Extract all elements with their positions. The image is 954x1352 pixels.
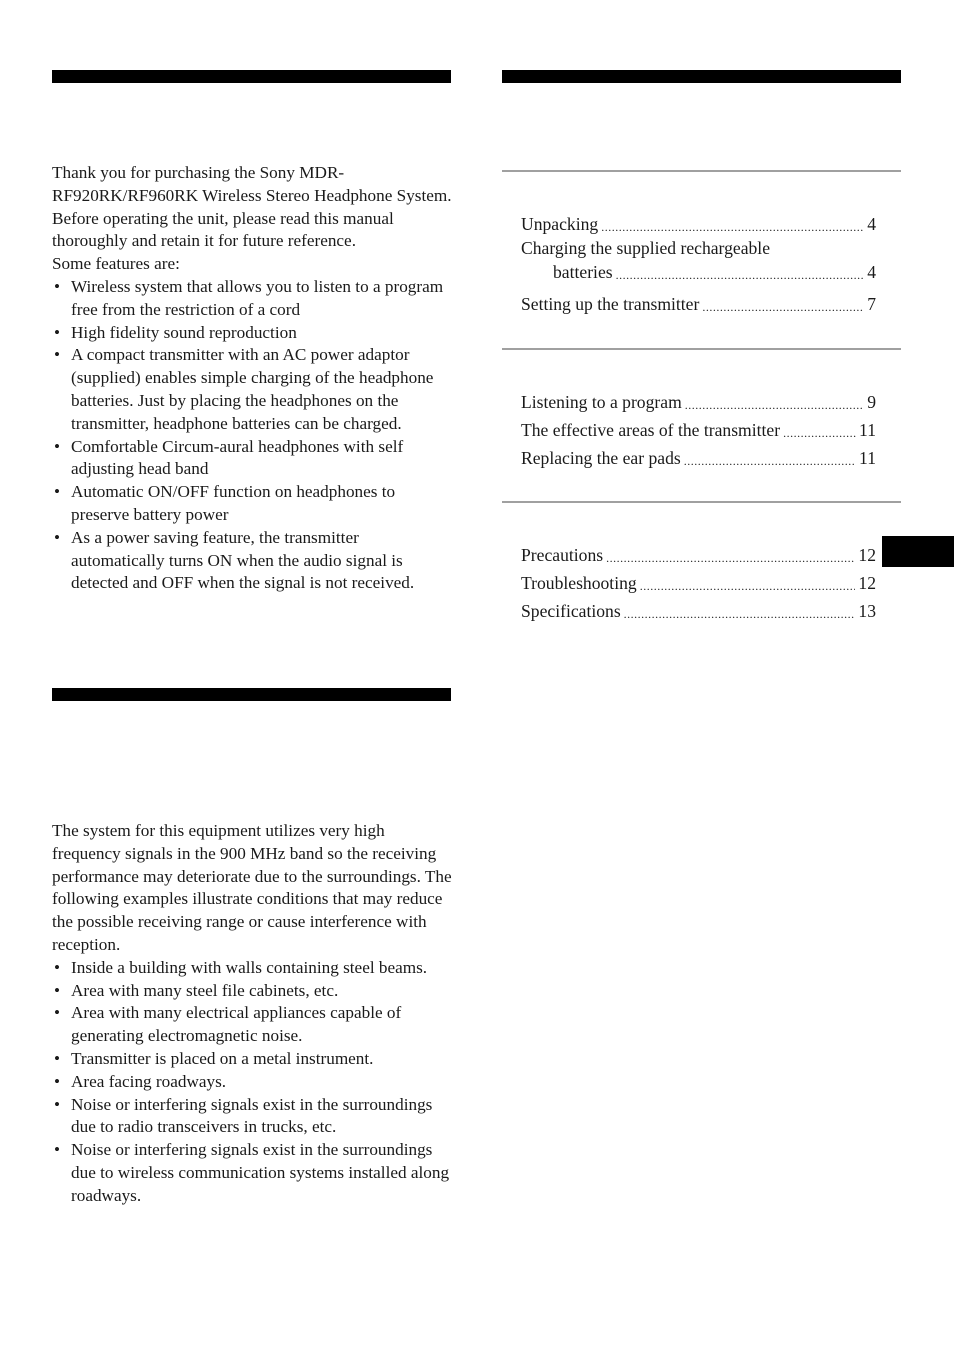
toc-page-number: 12 (858, 545, 876, 565)
toc-group-additional (521, 539, 876, 623)
toc-entry-charging[interactable] (521, 236, 876, 288)
list-item: • Inside a building with walls containing steel beams. (52, 957, 454, 980)
toc-page-number: 11 (859, 448, 876, 468)
list-item: • Noise or interfering signals exist in the surroundings due to wireless communication systems installed along roadways. (52, 1139, 454, 1207)
toc-group-getting-started (521, 208, 876, 316)
side-thumb-tab (882, 536, 954, 567)
toc-page-number: 4 (867, 214, 876, 234)
toc-entry-setup[interactable] (521, 288, 876, 316)
list-item: • As a power saving feature, the transmitter automatically turns ON when the audio signal is detected and OFF when the signal is not received. (52, 527, 452, 595)
toc-entry-troubleshooting[interactable] (521, 567, 876, 595)
toc-entry-label: Setting up the transmitter (521, 294, 700, 314)
intro-section (52, 162, 452, 595)
features-lead: Some features are: (52, 254, 180, 274)
toc-entry-label: Replacing the ear pads (521, 448, 681, 468)
toc-entry-label: Unpacking (521, 214, 599, 234)
toc-divider (502, 348, 901, 350)
toc-entry-unpacking[interactable] (521, 208, 876, 236)
reception-paragraph: The system for this equipment utilizes very high frequency signals in the 900 MHz band so the receiving performance may deteriorate due to the surroundings. The following examples illustrate conditions that may reduce the possible receiving range or cause interference with reception. (52, 821, 452, 954)
toc-group-operation (521, 386, 876, 470)
list-item: • A compact transmitter with an AC power adaptor (supplied) enables simple charging of the headphone batteries. Just by placing the headphones on the transmitter, headphone batteries can be charged. (52, 344, 452, 435)
toc-entry-ear-pads[interactable] (521, 442, 876, 470)
toc-page-number: 11 (859, 420, 876, 440)
toc-entry-listening[interactable] (521, 386, 876, 414)
toc-page-number: 7 (867, 294, 876, 314)
dot-leader (783, 424, 856, 442)
dot-leader (702, 298, 864, 316)
list-item: • Automatic ON/OFF function on headphones to preserve battery power (52, 481, 452, 527)
intro-paragraph: Thank you for purchasing the Sony MDR-RF920RK/RF960RK Wireless Stereo Headphone System. Before operating the unit, please read this manual thoroughly and retain it for future reference. (52, 163, 452, 251)
toc-entry-label: Charging the supplied rechargeable (521, 238, 771, 258)
list-item: • Area with many steel file cabinets, etc. (52, 980, 454, 1003)
toc-entry-continuation (521, 260, 876, 284)
toc-entry-label: Troubleshooting (521, 573, 637, 593)
toc-entry-specifications[interactable] (521, 595, 876, 623)
dot-leader (685, 396, 864, 414)
toc-entry-label: Precautions (521, 545, 604, 565)
reception-notes-section (52, 820, 454, 1208)
features-list (52, 276, 452, 595)
toc-entry-label: The effective areas of the transmitter (521, 420, 781, 440)
toc-entry-effective-areas[interactable] (521, 414, 876, 442)
dot-leader (684, 452, 856, 470)
toc-entry-label: Specifications (521, 601, 621, 621)
toc-page-number: 4 (867, 262, 876, 282)
list-item: • Area with many electrical appliances capable of generating electromagnetic noise. (52, 1002, 454, 1048)
toc-divider (502, 170, 901, 172)
list-item: • Area facing roadways. (52, 1071, 454, 1094)
toc-divider (502, 501, 901, 503)
toc-page-number: 13 (858, 601, 876, 621)
list-item: • High fidelity sound reproduction (52, 322, 452, 345)
toc-page-number: 12 (858, 573, 876, 593)
dot-leader (616, 266, 865, 284)
dot-leader (601, 218, 864, 236)
section-heading-bar-mid-left (52, 688, 451, 701)
section-heading-bar-top-right (502, 70, 901, 83)
toc-page-number: 9 (867, 392, 876, 412)
dot-leader (606, 549, 855, 567)
dot-leader (640, 577, 856, 595)
conditions-list (52, 957, 454, 1208)
toc-entry-precautions[interactable] (521, 539, 876, 567)
list-item: • Wireless system that allows you to listen to a program free from the restriction of a cord (52, 276, 452, 322)
list-item: • Noise or interfering signals exist in the surroundings due to radio transceivers in trucks, etc. (52, 1094, 454, 1140)
list-item: • Comfortable Circum-aural headphones with self adjusting head band (52, 436, 452, 482)
toc-entry-label-cont: batteries (553, 262, 613, 282)
section-heading-bar-top-left (52, 70, 451, 83)
dot-leader (624, 605, 856, 623)
list-item: • Transmitter is placed on a metal instrument. (52, 1048, 454, 1071)
toc-entry-label: Listening to a program (521, 392, 682, 412)
